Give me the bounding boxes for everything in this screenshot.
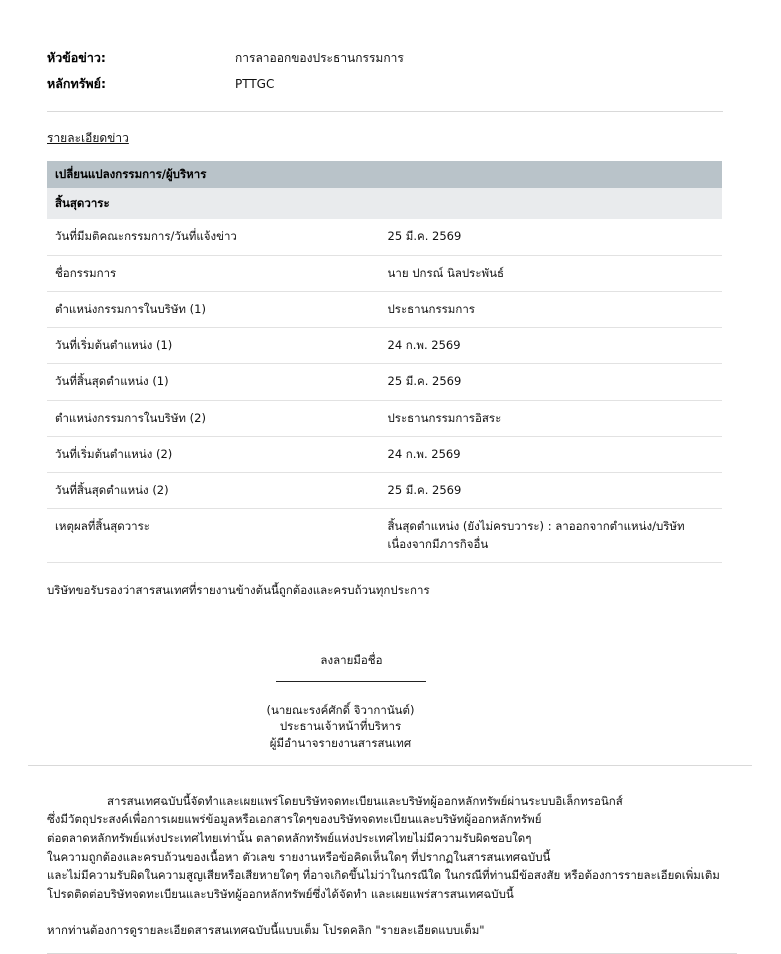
disclaimer-line-5: และไม่มีความรับผิดในความสูญเสียหรือเสียหายใดๆ ที่อาจเกิดขึ้นไม่ว่าในกรณีใด ในกรณีที่ท่านมีข้อสงสัย หรือต้องการรายละเอียดเพิ่มเติม [47, 868, 720, 883]
row-label: วันที่สิ้นสุดตำแหน่ง (1) [47, 364, 385, 400]
disclaimer-line-1: สารสนเทศฉบับนี้จัดทำและเผยแพร่โดยบริษัทจดทะเบียนและบริษัทผู้ออกหลักทรัพย์ผ่านระบบอิเล็กทรอนิกส์ [107, 793, 623, 808]
table-row [47, 291, 722, 327]
table-row [47, 436, 722, 472]
row-label: วันที่มีมติคณะกรรมการ/วันที่แจ้งข่าว [47, 219, 385, 255]
disclaimer-line-2: ซึ่งมีวัตถุประสงค์เพื่อการเผยแพร่ข้อมูลหรือเอกสารใดๆของบริษัทจดทะเบียนและบริษัทผู้ออกหลักทรัพย์ [47, 812, 542, 827]
row-label: วันที่เริ่มต้นตำแหน่ง (2) [47, 436, 385, 472]
signatory-position: ประธานเจ้าหน้าที่บริหาร [279, 719, 402, 734]
table-section-header [47, 161, 722, 188]
news-header-block [47, 0, 723, 93]
table-row [47, 255, 722, 291]
headline-value: การลาออกของประธานกรรมการ [235, 51, 404, 65]
row-label: วันที่สิ้นสุดตำแหน่ง (2) [47, 473, 385, 509]
disclaimer-line-6: โปรดติดต่อบริษัทจดทะเบียนและบริษัทผู้ออกหลักทรัพย์ซึ่งได้จัดทำ และเผยแพร่สารสนเทศฉบับนี้ [47, 886, 514, 901]
row-value: 24 ก.พ. 2569 [385, 436, 723, 472]
row-value: สิ้นสุดตำแหน่ง (ยังไม่ครบวาระ) : ลาออกจากตำแหน่ง/บริษัท เนื่องจากมีภารกิจอื่น [385, 509, 723, 563]
signature-label: ลงลายมือชื่อ [320, 652, 383, 667]
news-detail-link[interactable]: รายละเอียดข่าว [47, 130, 129, 145]
signature-line [0, 635, 681, 702]
table-row [47, 364, 722, 400]
disclaimer-line-3: ต่อตลาดหลักทรัพย์แห่งประเทศไทยเท่านั้น ตลาดหลักทรัพย์แห่งประเทศไทยไม่มีความรับผิดชอบใดๆ [47, 830, 532, 845]
header-divider [47, 111, 723, 112]
row-value: 25 มี.ค. 2569 [385, 364, 723, 400]
row-label: ตำแหน่งกรรมการในบริษัท (2) [47, 400, 385, 436]
symbol-label: หลักทรัพย์: [47, 75, 106, 91]
row-label: ตำแหน่งกรรมการในบริษัท (1) [47, 291, 385, 327]
signatory-authority: ผู้มีอำนาจรายงานสารสนเทศ [269, 736, 412, 751]
row-value: 25 มี.ค. 2569 [385, 473, 723, 509]
signature-block [0, 635, 781, 752]
row-label: เหตุผลที่สิ้นสุดวาระ [47, 509, 385, 563]
row-value: นาย ปกรณ์ นิลประพันธ์ [385, 255, 723, 291]
sub-header-label: สิ้นสุดวาระ [47, 188, 722, 219]
footer-divider [28, 765, 752, 766]
table-row [47, 219, 722, 255]
disclaimer-text [47, 792, 737, 940]
row-label: ชื่อกรรมการ [47, 255, 385, 291]
table-row [47, 473, 722, 509]
table-sub-header [47, 188, 722, 219]
section-header-label: เปลี่ยนแปลงกรรมการ/ผู้บริหาร [47, 161, 722, 188]
table-row [47, 328, 722, 364]
header-row-symbol [47, 76, 723, 93]
table-row [47, 400, 722, 436]
row-value: ประธานกรรมการอิสระ [385, 400, 723, 436]
headline-label: หัวข้อข่าว: [47, 50, 106, 65]
header-row-headline [47, 50, 723, 67]
disclaimer-line-4: ในความถูกต้องและครบถ้วนของเนื้อหา ตัวเลข รายงานหรือข้อคิดเห็นใดๆ ที่ปรากฏในสารสนเทศฉบับนี้ [47, 849, 551, 864]
table-row [47, 509, 722, 563]
row-value: 25 มี.ค. 2569 [385, 219, 723, 255]
row-value: ประธานกรรมการ [385, 291, 723, 327]
row-label: วันที่เริ่มต้นตำแหน่ง (1) [47, 328, 385, 364]
row-value: 24 ก.พ. 2569 [385, 328, 723, 364]
director-change-table [47, 161, 722, 563]
symbol-value: PTTGC [235, 76, 275, 91]
full-detail-note[interactable]: หากท่านต้องการดูรายละเอียดสารสนเทศฉบับนี้แบบเต็ม โปรดคลิก "รายละเอียดแบบเต็ม" [47, 923, 485, 938]
signatory-name: (นายณะรงค์ศักดิ์ จิวากานันต์) [266, 702, 415, 717]
certification-statement: บริษัทขอรับรองว่าสารสนเทศที่รายงานข้างต้นนี้ถูกต้องและครบถ้วนทุกประการ [47, 582, 430, 597]
signature-underline [276, 681, 426, 682]
